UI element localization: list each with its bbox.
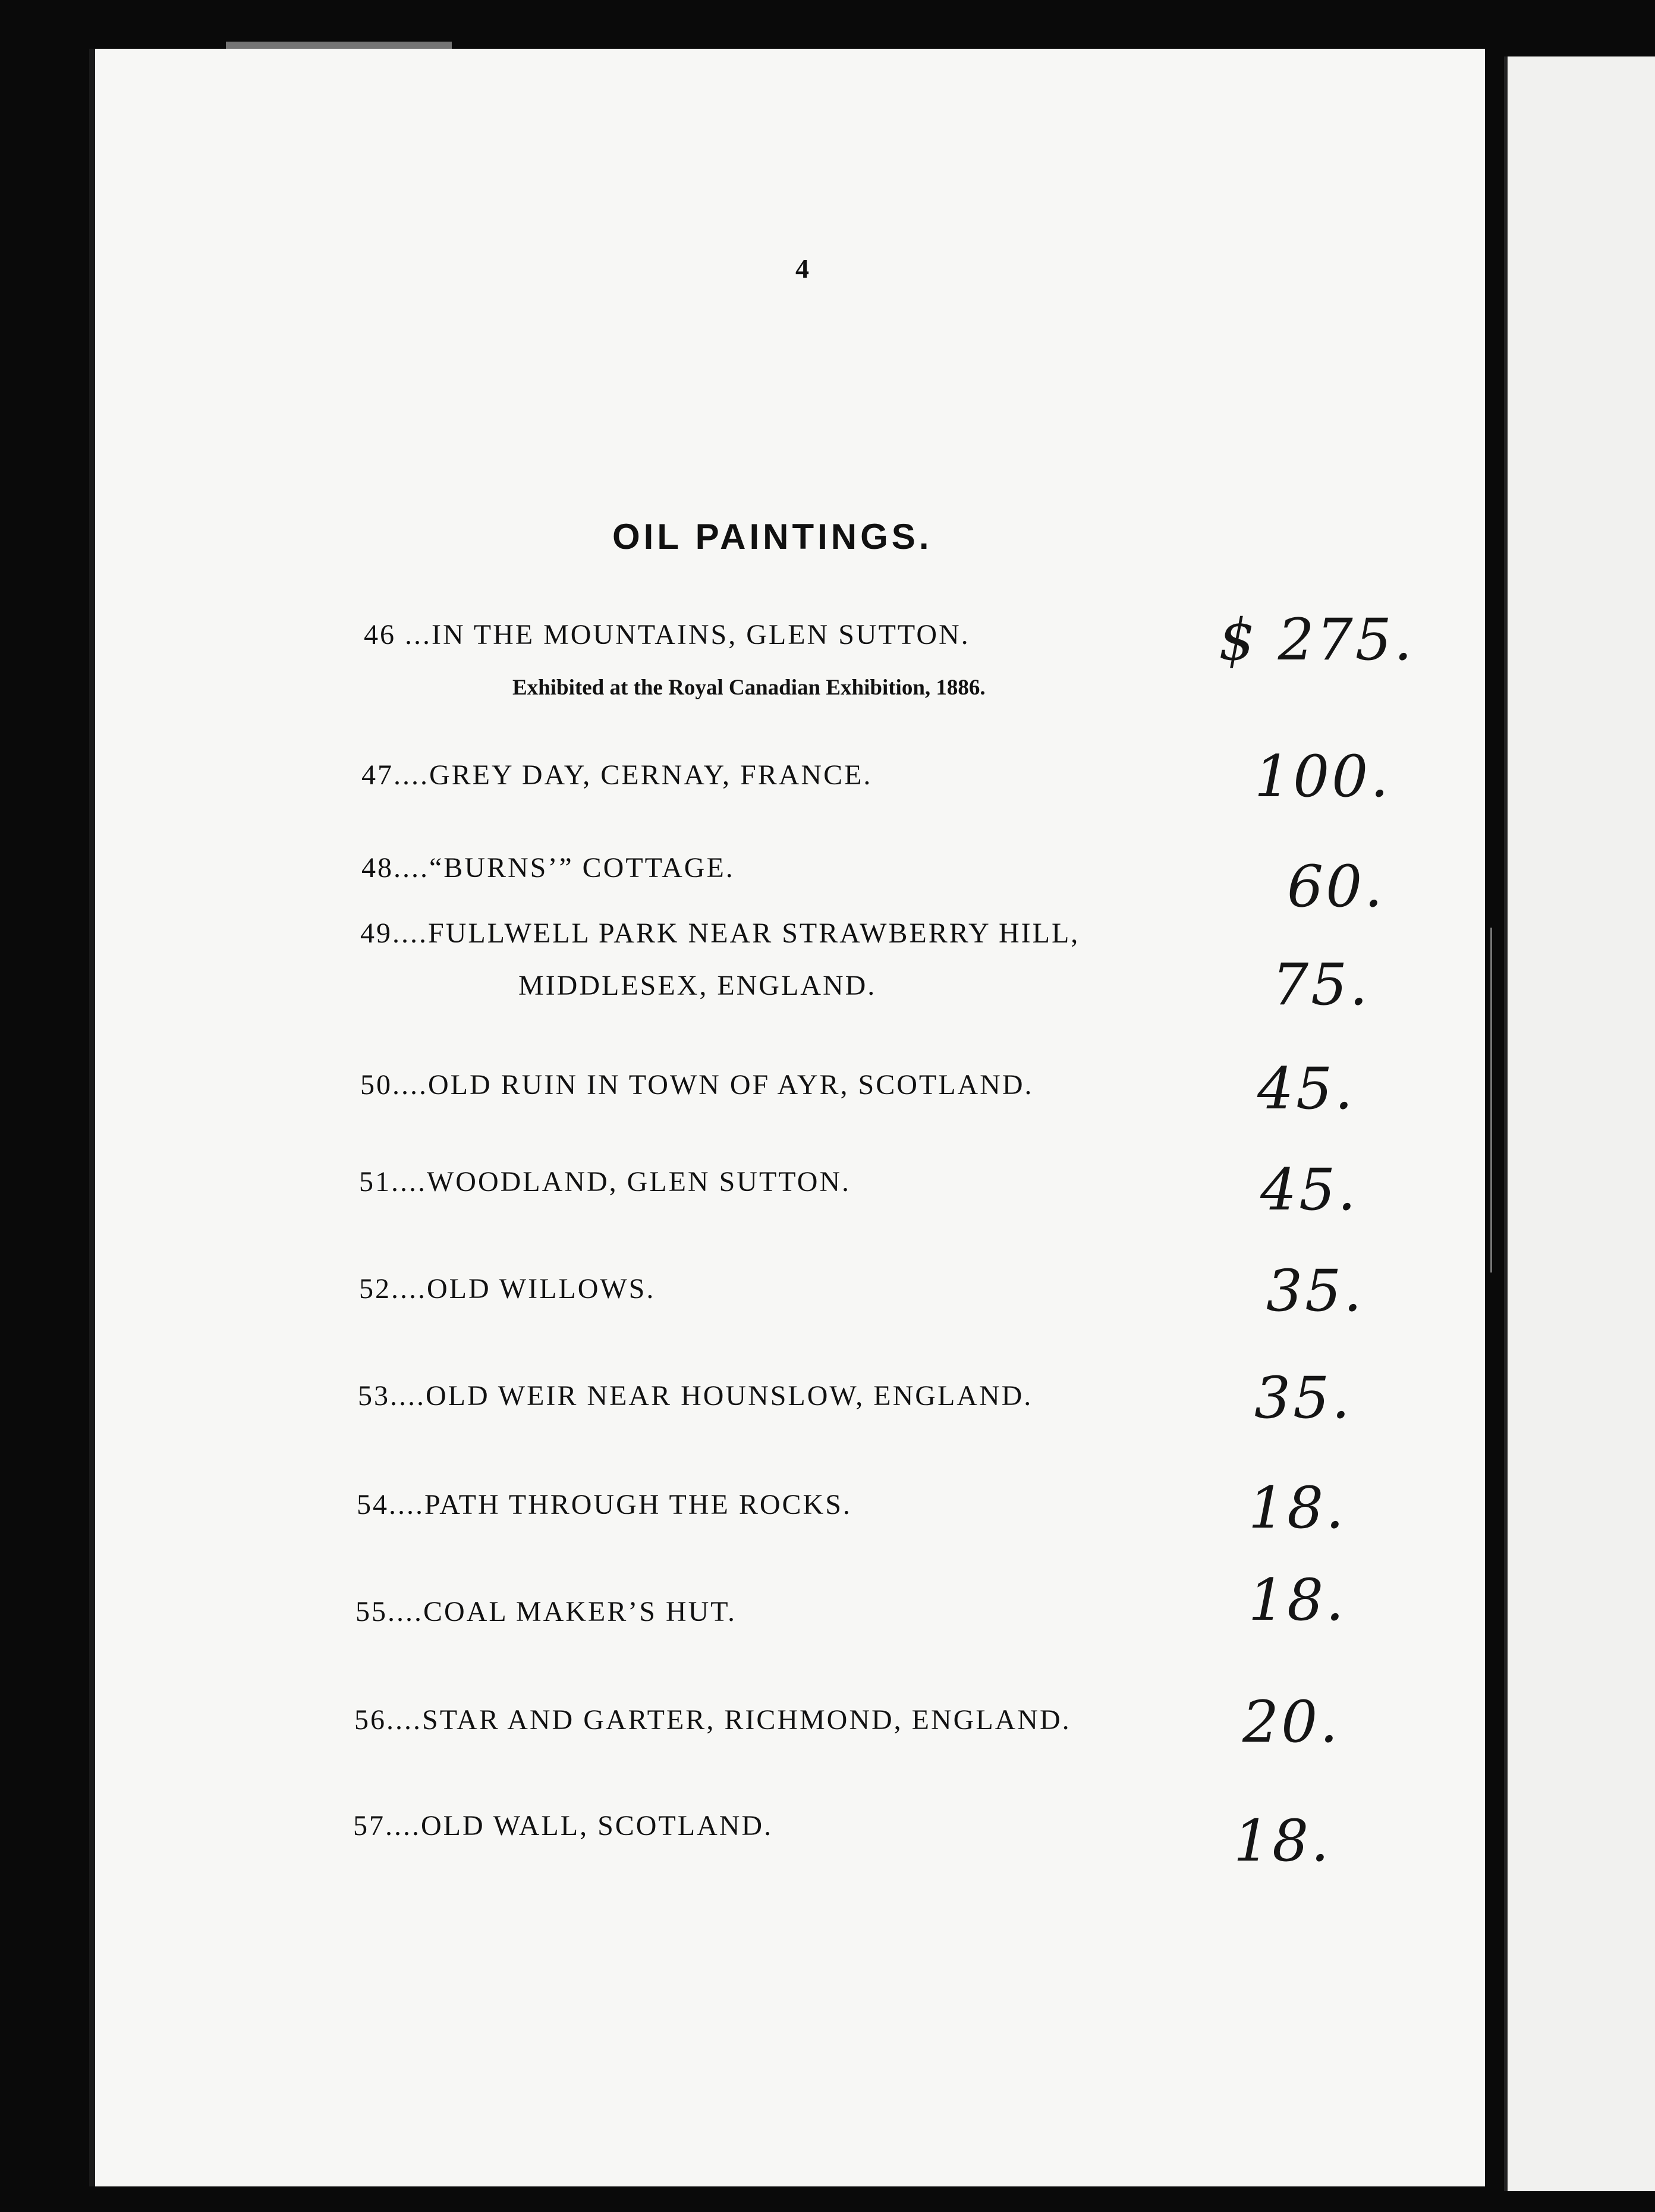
- entry-50-price: 45.: [1257, 1055, 1355, 1122]
- entry-50: 50....OLD RUIN IN TOWN OF AYR, SCOTLAND.: [360, 1069, 1034, 1101]
- entry-51-price: 45.: [1260, 1157, 1358, 1223]
- entry-57-price: 18.: [1234, 1808, 1332, 1874]
- entry-55: 55....COAL MAKER’S HUT.: [355, 1596, 737, 1627]
- adjacent-page-edge: [1504, 56, 1655, 2191]
- entry-52-price: 35.: [1266, 1258, 1364, 1324]
- entry-49: 49....FULLWELL PARK NEAR STRAWBERRY HILL,: [360, 918, 1080, 949]
- entry-55-price: 18.: [1248, 1567, 1346, 1633]
- entry-57: 57....OLD WALL, SCOTLAND.: [353, 1810, 773, 1842]
- entry-47: 47....GREY DAY, CERNAY, FRANCE.: [361, 759, 873, 791]
- entry-51: 51....WOODLAND, GLEN SUTTON.: [359, 1166, 851, 1198]
- entry-54-price: 18.: [1248, 1475, 1346, 1541]
- section-title: OIL PAINTINGS.: [612, 517, 933, 557]
- entry-56-price: 20.: [1242, 1689, 1341, 1755]
- entry-49-price: 75.: [1272, 951, 1370, 1018]
- page-number: 4: [795, 253, 809, 284]
- entry-46-exhibition-note: Exhibited at the Royal Canadian Exhibition, 1886.: [512, 675, 986, 700]
- entry-54: 54....PATH THROUGH THE ROCKS.: [357, 1489, 852, 1520]
- entry-47-price: 100.: [1254, 743, 1391, 810]
- entry-49-line-2: MIDDLESEX, ENGLAND.: [518, 970, 877, 1001]
- entry-48: 48....“BURNS’” COTTAGE.: [361, 852, 735, 884]
- entry-48-price: 60.: [1287, 853, 1385, 920]
- entry-56: 56....STAR AND GARTER, RICHMOND, ENGLAND.: [354, 1704, 1071, 1736]
- entry-46: 46 ...IN THE MOUNTAINS, GLEN SUTTON.: [364, 619, 970, 651]
- entry-46-price: $ 275.: [1219, 607, 1415, 673]
- entry-53: 53....OLD WEIR NEAR HOUNSLOW, ENGLAND.: [358, 1380, 1033, 1412]
- entry-53-price: 35.: [1254, 1365, 1352, 1431]
- page-fold-line: [1490, 928, 1492, 1272]
- entry-52: 52....OLD WILLOWS.: [359, 1273, 656, 1305]
